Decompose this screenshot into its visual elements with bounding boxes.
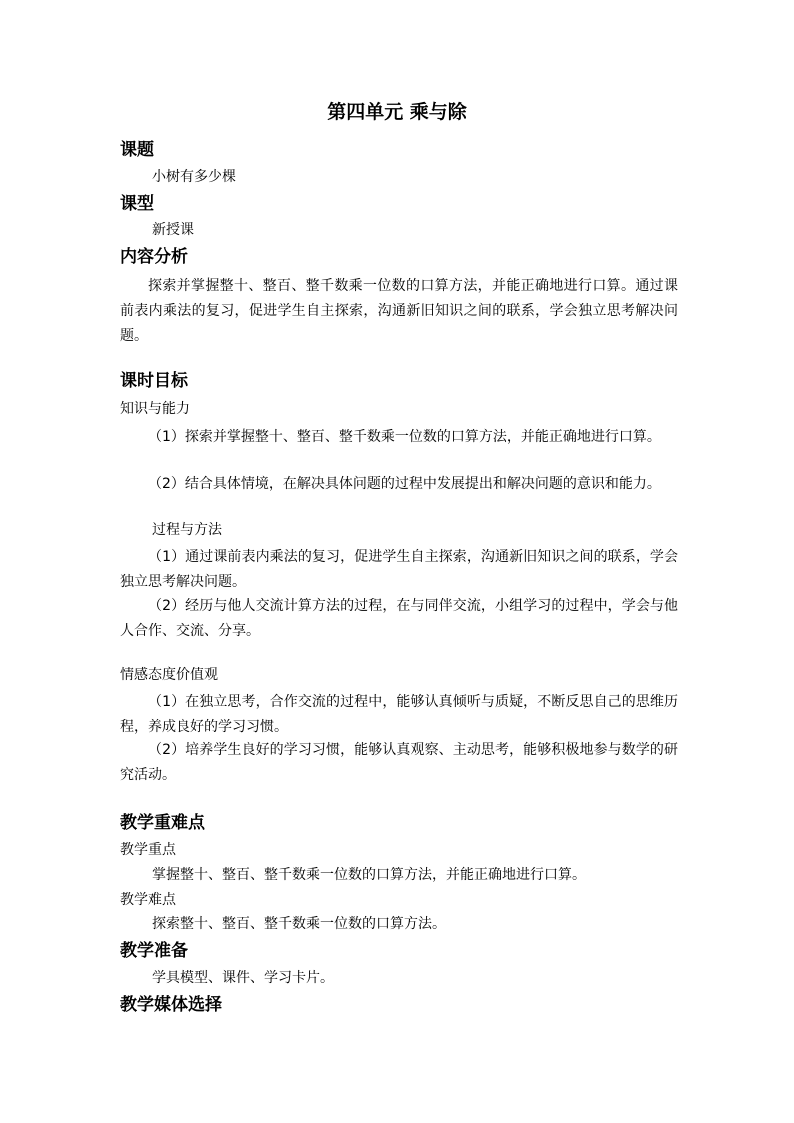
process-item-2: （2）经历与他人交流计算方法的过程，在与同伴交流，小组学习的过程中，学会与他人合作、交流、分享。 [120, 598, 678, 639]
type-heading: 课型 [120, 194, 154, 214]
knowledge-heading: 知识与能力 [120, 401, 190, 417]
prep-heading: 教学准备 [120, 941, 188, 961]
type-text: 新授课 [152, 222, 194, 238]
topic-text: 小树有多少棵 [152, 169, 236, 185]
analysis-heading: 内容分析 [120, 247, 188, 267]
difficult-heading: 教学难点 [120, 892, 176, 908]
goals-heading: 课时目标 [120, 371, 188, 391]
emotion-item-1: （1）在独立思考，合作交流的过程中，能够认真倾听与质疑，不断反思自己的思维历程，养成良好的学习习惯。 [120, 694, 678, 735]
emotion-heading: 情感态度价值观 [120, 667, 218, 683]
analysis-text: 探索并掌握整十、整百、整千数乘一位数的口算方法，并能正确地进行口算。通过课前表内乘法的复习，促进学生自主探索，沟通新旧知识之间的联系，学会独立思考解决问题。 [120, 278, 678, 344]
knowledge-item-1: （1）探索并掌握整十、整百、整千数乘一位数的口算方法，并能正确地进行口算。 [148, 429, 661, 445]
process-heading: 过程与方法 [152, 522, 222, 538]
prep-text: 学具模型、课件、学习卡片。 [152, 970, 334, 986]
key-heading: 教学重点 [120, 842, 176, 858]
emotion-item-2: （2）培养学生良好的学习习惯，能够认真观察、主动思考，能够积极地参与数学的研究活动。 [120, 742, 678, 783]
process-item-1: （1）通过课前表内乘法的复习，促进学生自主探索，沟通新旧知识之间的联系，学会独立思考解决问题。 [120, 549, 678, 590]
difficult-text: 探索整十、整百、整千数乘一位数的口算方法。 [152, 916, 446, 932]
topic-heading: 课题 [120, 140, 154, 160]
document-title: 第四单元 乘与除 [327, 101, 467, 123]
media-heading: 教学媒体选择 [120, 995, 222, 1015]
knowledge-item-2: （2）结合具体情境，在解决具体问题的过程中发展提出和解决问题的意识和能力。 [148, 476, 661, 492]
key-text: 掌握整十、整百、整千数乘一位数的口算方法，并能正确地进行口算。 [152, 867, 586, 883]
keypoints-heading: 教学重难点 [120, 813, 205, 833]
